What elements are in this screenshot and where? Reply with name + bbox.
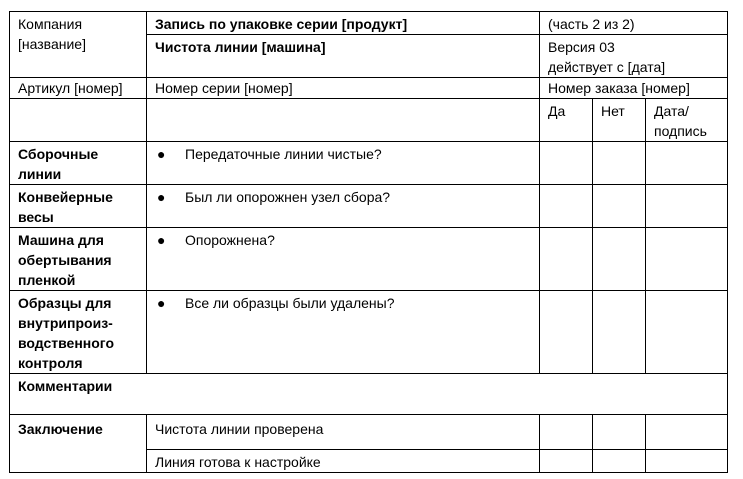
bullet-icon: ●: [157, 146, 166, 162]
company-value: [название]: [18, 36, 86, 52]
date-signature-cell[interactable]: [646, 142, 728, 185]
part-label: (часть 2 из 2): [540, 12, 728, 35]
check-question-cell: [147, 185, 540, 228]
date-signature-cell[interactable]: [646, 415, 728, 450]
effective-date: действует с [дата]: [548, 59, 666, 75]
date-signature-cell[interactable]: [646, 450, 728, 473]
check-area: Машина для обертывания пленкой: [10, 228, 147, 291]
bullet-icon: ●: [157, 232, 166, 248]
line-cleanliness-subtitle: Чистота линии [машина]: [147, 35, 540, 78]
check-question-cell: [147, 228, 540, 291]
yes-checkbox-cell[interactable]: [540, 291, 593, 374]
company-label: Компания: [18, 16, 83, 32]
no-checkbox-cell[interactable]: [593, 415, 646, 450]
check-row: [10, 228, 728, 291]
check-area: Образцы для внутрипроиз-водственного контроля: [10, 291, 147, 374]
version-label: Версия 03: [548, 39, 615, 55]
check-question-cell: [147, 291, 540, 374]
blank-cell: [10, 99, 147, 142]
check-question-cell: [147, 142, 540, 185]
check-area: Конвейерные весы: [10, 185, 147, 228]
comments-field[interactable]: [10, 374, 728, 415]
date-signature-cell[interactable]: [646, 228, 728, 291]
check-area: Сборочные линии: [10, 142, 147, 185]
check-row: [10, 142, 728, 185]
check-row: [10, 185, 728, 228]
date-signature-cell[interactable]: [646, 185, 728, 228]
version-cell: [540, 35, 728, 78]
bullet-icon: ●: [157, 295, 166, 311]
check-question: Передаточные линии чистые?: [185, 146, 382, 162]
yes-checkbox-cell[interactable]: [540, 228, 593, 291]
yes-checkbox-cell[interactable]: [540, 185, 593, 228]
check-question: Был ли опорожнен узел сбора?: [185, 189, 391, 205]
no-checkbox-cell[interactable]: [593, 291, 646, 374]
yes-column-header: Да: [540, 99, 593, 142]
yes-checkbox-cell[interactable]: [540, 142, 593, 185]
check-question: Все ли образцы были удалены?: [185, 295, 395, 311]
conclusion-line-ready: Линия готова к настройке: [147, 450, 540, 473]
yes-checkbox-cell[interactable]: [540, 450, 593, 473]
bullet-icon: ●: [157, 189, 166, 205]
blank-cell: [147, 99, 540, 142]
no-checkbox-cell[interactable]: [593, 185, 646, 228]
form-table: [9, 11, 728, 473]
comments-label: Комментарии: [18, 378, 113, 394]
no-checkbox-cell[interactable]: [593, 228, 646, 291]
conclusion-line-checked: Чистота линии проверена: [147, 415, 540, 450]
no-checkbox-cell[interactable]: [593, 142, 646, 185]
order-number: Номер заказа [номер]: [540, 78, 728, 99]
check-row: [10, 291, 728, 374]
record-title: Запись по упаковке серии [продукт]: [147, 12, 540, 35]
article-number: Артикул [номер]: [10, 78, 147, 99]
conclusion-label: Заключение: [10, 415, 147, 473]
date-signature-cell[interactable]: [646, 291, 728, 374]
batch-number: Номер серии [номер]: [147, 78, 540, 99]
no-checkbox-cell[interactable]: [593, 450, 646, 473]
company-cell: [10, 12, 147, 78]
check-question: Опорожнена?: [185, 232, 275, 248]
no-column-header: Нет: [593, 99, 646, 142]
date-signature-column-header: Дата/ подпись: [646, 99, 728, 142]
yes-checkbox-cell[interactable]: [540, 415, 593, 450]
